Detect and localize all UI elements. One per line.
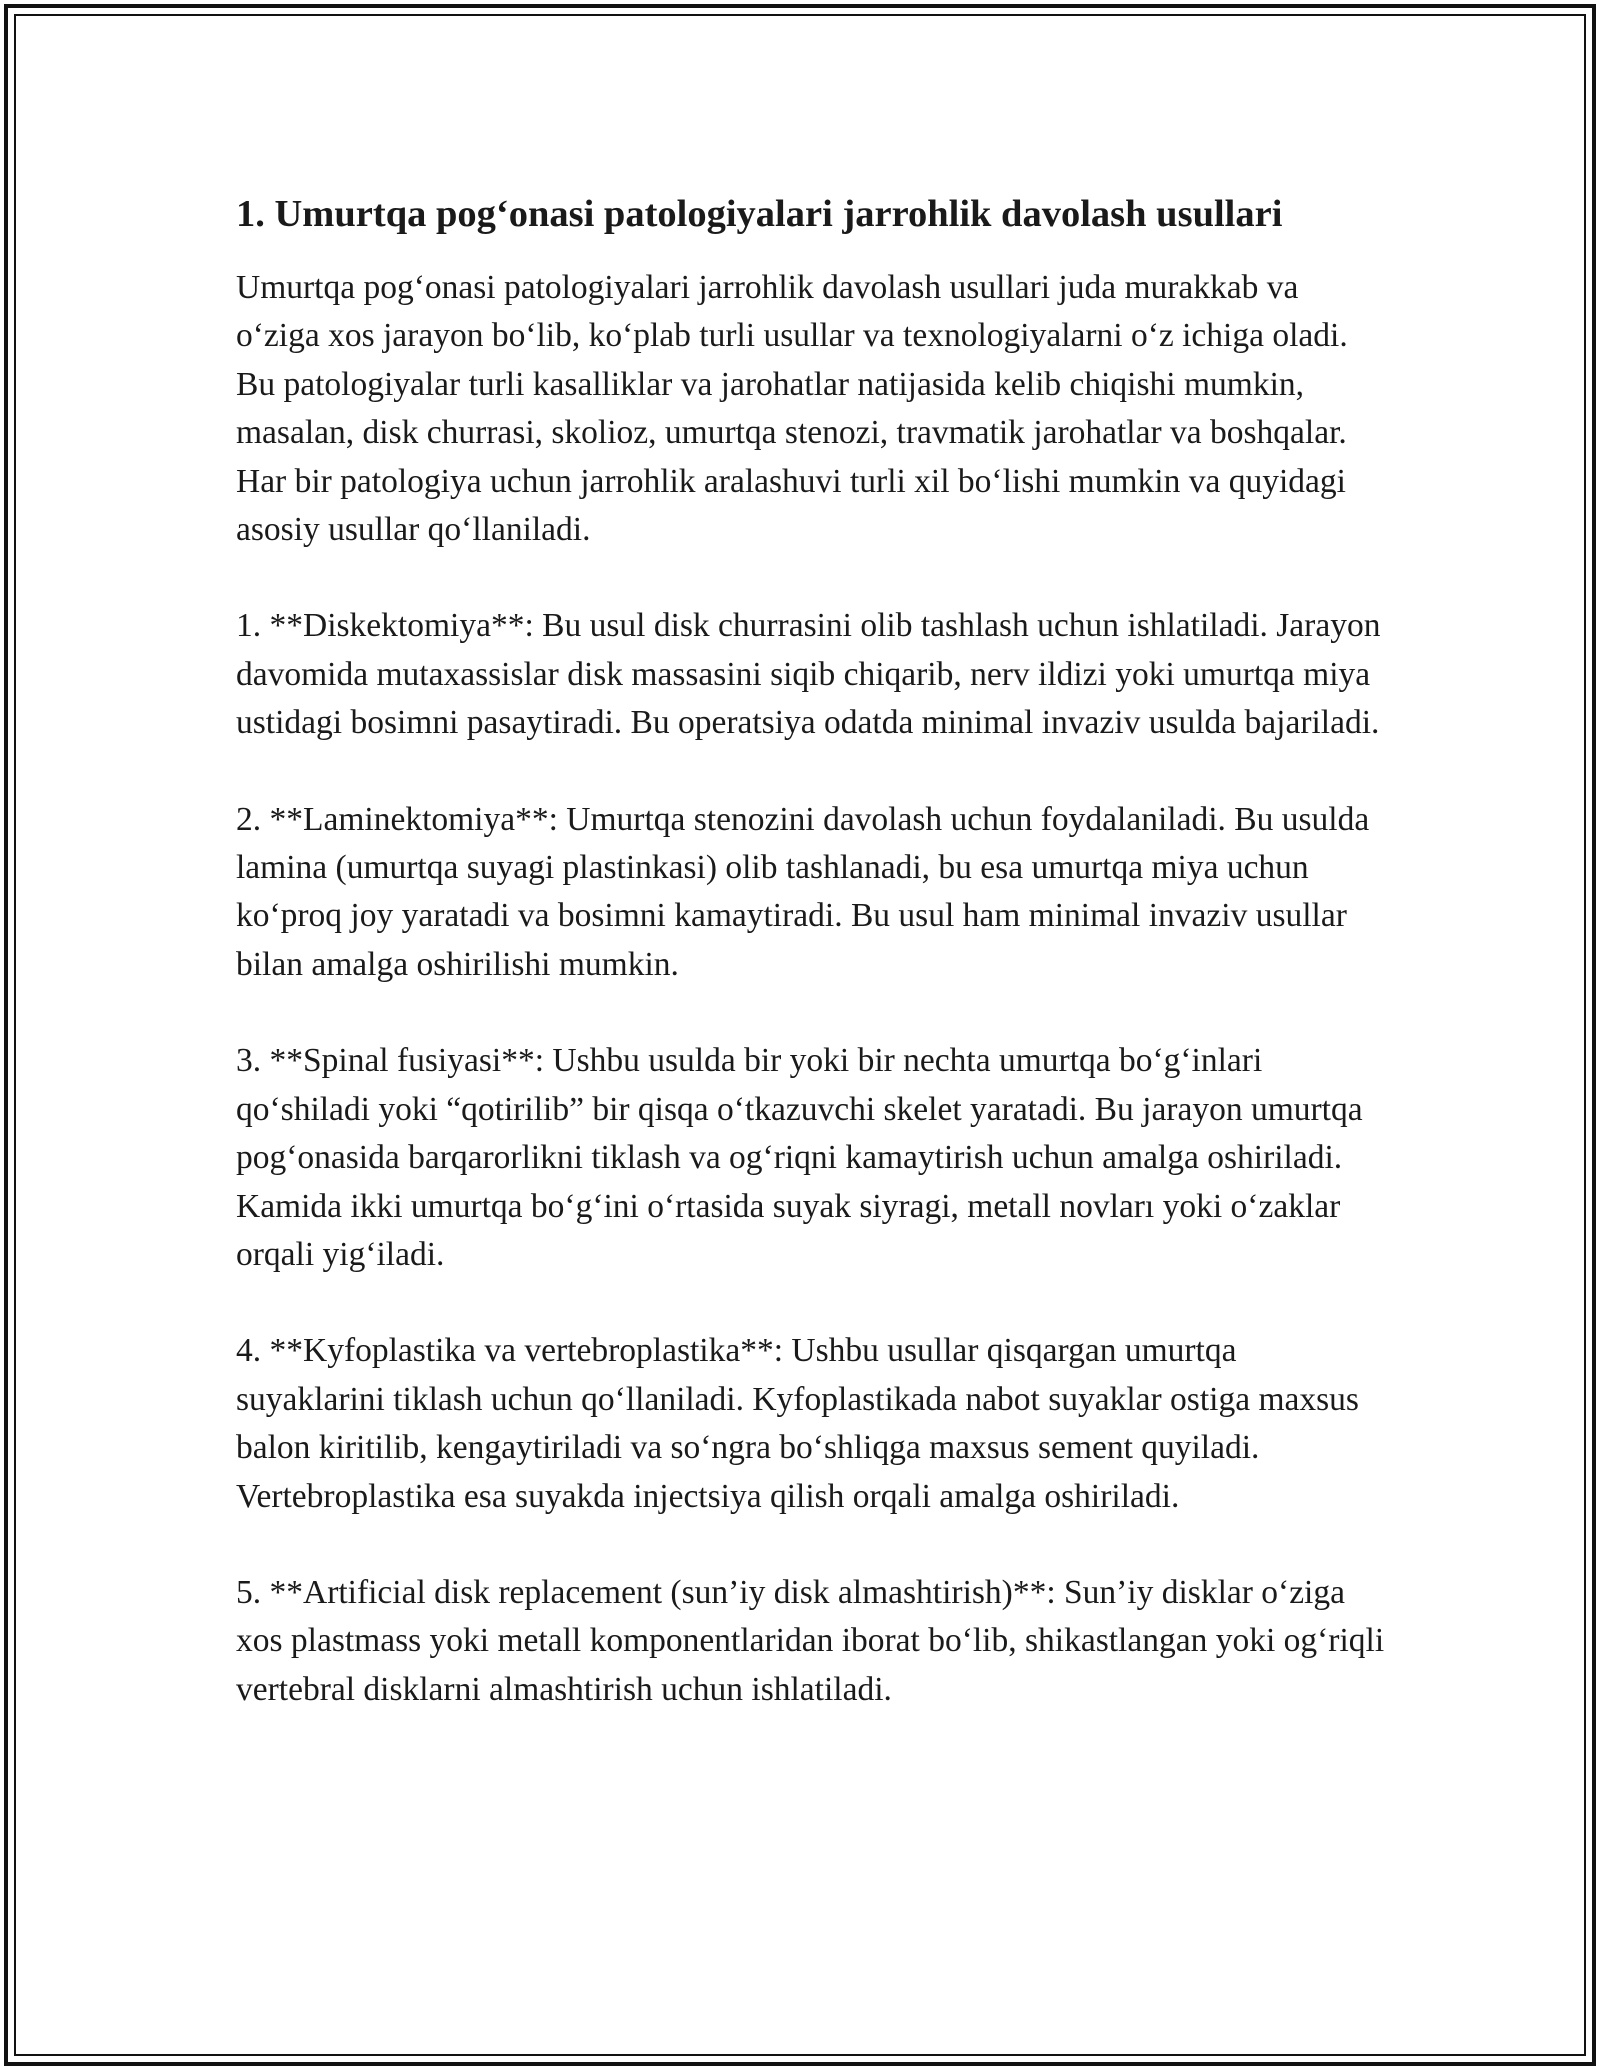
intro-paragraph: Umurtqa pog‘onasi patologiyalari jarrohlik davolash usullari juda murakkab va o‘ziga xos jarayon bo‘lib, ko‘plab turli usullar va texnologiyalarni o‘z ichiga oladi. Bu patologiyalar turli kasalliklar va jarohatlar natijasida kelib chiqishi mumkin, masalan, disk churrasi, skolioz, umurtqa stenozi, travmatik jarohatlar va boshqalar. Har bir patologiya uchun jarrohlik aralashuvi turli xil bo‘lishi mumkin va quyidagi asosiy usullar qo‘llaniladi. — [236, 269, 1348, 549]
list-item-diskektomiya: 1. **Diskektomiya**: Bu usul disk churrasini olib tashlash uchun ishlatiladi. Jarayon davomida mutaxassislar disk massasini siqib chiqarib, nerv ildizi yoki umurtqa miya ustidagi bosimni pasaytiradi. Bu operatsiya odatda minimal invaziv usulda bajariladi. — [236, 607, 1381, 742]
document-title: 1. Umurtqa pog‘onasi patologiyalari jarrohlik davolash usullari — [236, 193, 1283, 235]
list-item-kyfoplastika: 4. **Kyfoplastika va vertebroplastika**: Ushbu usullar qisqargan umurtqa suyaklarini tiklash uchun qo‘llaniladi. Kyfoplastikada nabot suyaklar ostiga maxsus balon kiritilib, kengaytiriladi va so‘ngra bo‘shliqga maxsus sement quyiladi. Vertebroplastika esa suyakda injectsiya qilish orqali amalga oshiriladi. — [236, 1332, 1359, 1515]
list-item-artificial-disk: 5. **Artificial disk replacement (sun’iy disk almashtirish)**: Sun’iy disklar o‘ziga xos plastmass yoki metall komponentlaridan iborat bo‘lib, shikastlangan yoki og‘riqli vertebral disklarni almashtirish uchun ishlatiladi. — [236, 1573, 1385, 1708]
list-item-laminektomiya: 2. **Laminektomiya**: Umurtqa stenozini davolash uchun foydalaniladi. Bu usulda lamina (umurtqa suyagi plastinkasi) olib tashlanadi, bu esa umurtqa miya uchun ko‘proq joy yaratadi va bosimni kamaytiradi. Bu usul ham minimal invaziv usullar bilan amalga oshirilishi mumkin. — [236, 800, 1370, 983]
list-item-spinal-fusiyasi: 3. **Spinal fusiyasi**: Ushbu usulda bir yoki bir nechta umurtqa bo‘g‘inlari qo‘shiladi yoki “qotirilib” bir qisqa o‘tkazuvchi skelet yaratadi. Bu jarayon umurtqa pog‘onasida barqarorlikni tiklash va og‘riqni kamaytirish uchun amalga oshiriladi. Kamida ikki umurtqa bo‘g‘ini o‘rtasida suyak siyragi, metall novları yoki o‘zaklar orqali yig‘iladi. — [236, 1042, 1363, 1273]
document-page — [236, 186, 1386, 1714]
